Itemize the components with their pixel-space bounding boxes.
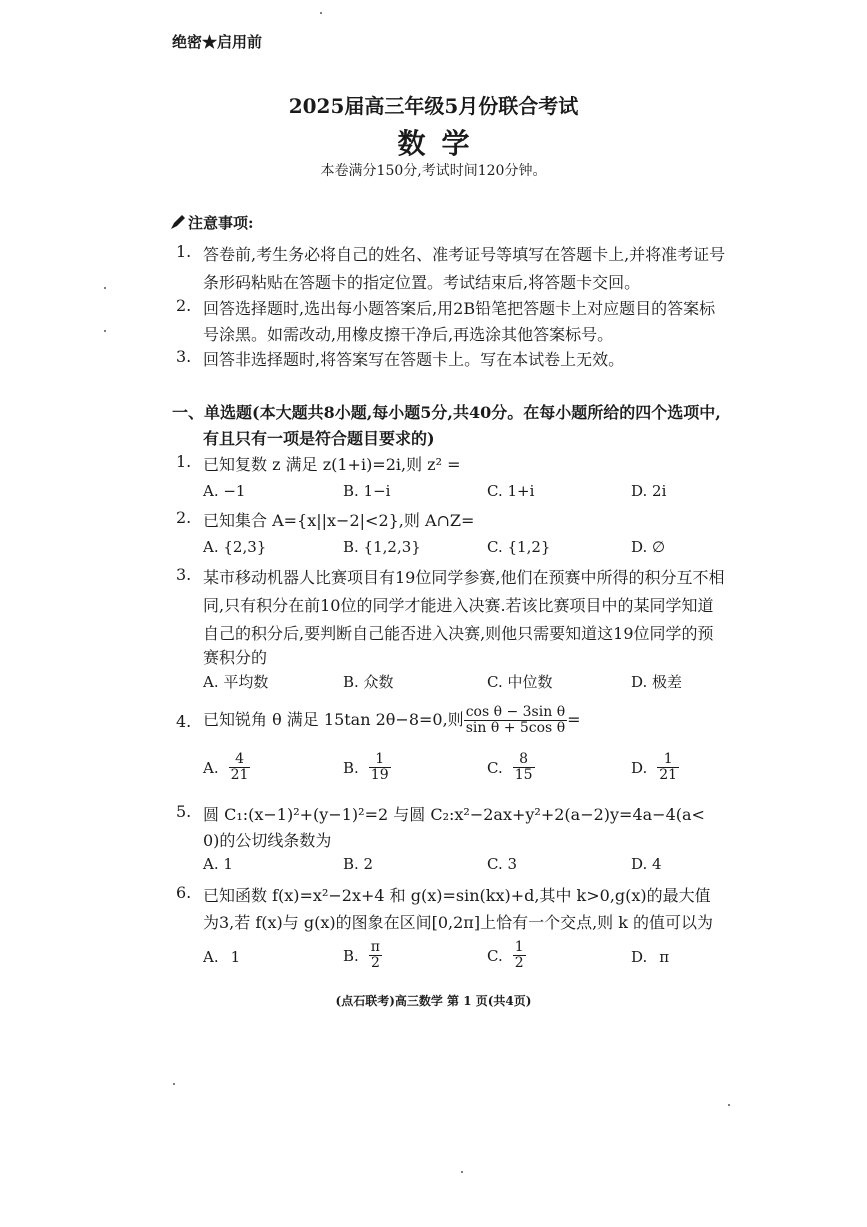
notice-1-line-1: 答卷前,考生务必将自己的姓名、准考证号等填写在答题卡上,并将准考证号 — [203, 245, 726, 264]
q5-option-d: D. 4 — [631, 855, 662, 873]
section-heading-line-2: 有且只有一项是符合题目要求的) — [203, 429, 435, 448]
q4-fraction-numerator: cos θ − 3sin θ — [465, 703, 566, 720]
q3-option-b: B. 众数 — [343, 673, 394, 691]
q4-num: 4. — [176, 712, 192, 731]
q5-num: 5. — [176, 802, 192, 821]
q2-option-c: C. {1,2} — [487, 538, 551, 556]
q4-option-d-den: 21 — [659, 767, 678, 784]
q3-line-4: 赛积分的 — [203, 648, 268, 667]
q2-option-b: B. {1,2,3} — [343, 538, 421, 556]
q3-option-d: D. 极差 — [631, 673, 683, 691]
q1-option-a: A. −1 — [203, 482, 246, 500]
q5-option-a: A. 1 — [203, 855, 233, 873]
exam-title: 2025届高三年级5月份联合考试 — [288, 94, 579, 118]
q4-option-b-label: B. — [343, 758, 359, 777]
notice-heading — [170, 212, 254, 233]
q4-option-b-num: 1 — [369, 752, 391, 768]
q6-line-2: 为3,若 f(x)与 g(x)的图象在区间[0,2π]上恰有一个交点,则 k 的值可以为 — [203, 913, 714, 932]
section-heading-line-1: 一、单选题(本大题共8小题,每小题5分,共40分。在每小题所给的四个选项中, — [172, 403, 721, 422]
q6-option-d — [631, 948, 669, 966]
q4-option-b-fraction — [369, 752, 391, 784]
q4-option-a-label: A. — [203, 758, 219, 777]
q4-option-a-fraction — [229, 752, 251, 784]
q6-option-d-value: π — [659, 948, 670, 966]
q2-option-a: A. {2,3} — [203, 538, 267, 556]
notice-3-num: 3. — [176, 347, 192, 366]
notice-1-line-2: 条形码粘贴在答题卡的指定位置。考试结束后,将答题卡交回。 — [203, 273, 641, 292]
notice-2-num: 2. — [176, 296, 192, 315]
q5-option-c: C. 3 — [487, 855, 518, 873]
q1-num: 1. — [176, 452, 192, 471]
q3-line-2: 同,只有积分在前10位的同学才能进入决赛.若该比赛项目中的某同学知道 — [203, 596, 714, 615]
q5-line-1: 圆 C₁:(x−1)²+(y−1)²=2 与圆 C₂:x²−2ax+y²+2(a−2)y=4a−4(a< — [203, 805, 705, 824]
q6-option-b — [343, 940, 382, 972]
scan-speck — [461, 1171, 463, 1173]
q6-option-c-num: 1 — [514, 939, 524, 955]
q2-option-d: D. ∅ — [631, 538, 666, 556]
q3-line-3: 自己的积分后,要判断自己能否进入决赛,则他只需要知道这19位同学的预 — [203, 624, 714, 643]
subject-title: 数学 — [397, 127, 486, 160]
q6-option-c-den: 2 — [514, 955, 524, 972]
q4-equals: = — [567, 710, 581, 729]
q4-option-d-label: D. — [631, 758, 648, 777]
q4-option-a-num: 4 — [229, 752, 251, 768]
q4-option-c-den: 15 — [514, 767, 533, 784]
q6-option-a — [203, 948, 240, 966]
q4-option-c-fraction — [513, 752, 535, 784]
notice-2-line-2: 号涂黑。如需改动,用橡皮擦干净后,再选涂其他答案标号。 — [203, 325, 614, 344]
q6-num: 6. — [176, 883, 192, 902]
q4-option-a — [203, 752, 250, 784]
q4-expression-fraction — [464, 705, 567, 737]
notice-heading-text: 注意事项: — [188, 214, 254, 232]
q3-option-c: C. 中位数 — [487, 673, 553, 691]
q6-option-a-label: A. — [203, 948, 219, 966]
q6-option-c-label: C. — [487, 946, 503, 965]
page-footer: (点石联考)高三数学 第 1 页(共4页) — [335, 994, 532, 1008]
q3-line-1: 某市移动机器人比赛项目有19位同学参赛,他们在预赛中所得的积分互不相 — [203, 568, 725, 587]
q6-option-c — [487, 940, 526, 972]
exam-meta: 本卷满分150分,考试时间120分钟。 — [320, 163, 547, 179]
scan-speck — [173, 1083, 175, 1085]
q6-option-a-value: 1 — [230, 948, 241, 966]
q2-num: 2. — [176, 508, 192, 527]
q4-option-c-num: 8 — [513, 752, 535, 768]
confidential-label: 绝密★启用前 — [172, 33, 263, 51]
q1-option-d: D. 2i — [631, 482, 667, 500]
notice-3-line-1: 回答非选择题时,将答案写在答题卡上。写在本试卷上无效。 — [203, 350, 625, 369]
q6-option-b-num: π — [370, 939, 380, 955]
q1-option-b: B. 1−i — [343, 482, 391, 500]
q4-option-d-num: 1 — [657, 752, 679, 768]
scan-speck — [320, 12, 322, 14]
q4-option-b-den: 19 — [370, 767, 389, 784]
q6-option-c-fraction — [513, 940, 526, 972]
q4-option-d — [631, 752, 679, 784]
q4-option-c-label: C. — [487, 758, 503, 777]
q4-fraction-denominator: sin θ + 5cos θ — [465, 720, 566, 736]
q6-option-d-label: D. — [631, 948, 648, 966]
q6-option-b-den: 2 — [370, 955, 380, 972]
q4-option-b — [343, 752, 391, 784]
q5-option-b: B. 2 — [343, 855, 374, 873]
q1-stem: 已知复数 z 满足 z(1+i)=2i,则 z² = — [203, 455, 461, 474]
q4-option-c — [487, 752, 535, 784]
q3-num: 3. — [176, 565, 192, 584]
pen-icon — [170, 214, 186, 230]
notice-1-num: 1. — [176, 242, 192, 261]
scan-speck — [728, 1104, 730, 1106]
notice-2-line-1: 回答选择题时,选出每小题答案后,用2B铅笔把答题卡上对应题目的答案标 — [203, 299, 716, 318]
scan-speck — [104, 287, 106, 289]
q5-line-2: 0)的公切线条数为 — [203, 831, 332, 850]
q6-option-b-fraction — [369, 940, 382, 972]
q4-stem — [203, 703, 581, 737]
q4-option-a-den: 21 — [230, 767, 249, 784]
q3-option-a: A. 平均数 — [203, 673, 269, 691]
q4-stem-text: 已知锐角 θ 满足 15tan 2θ−8=0,则 — [203, 710, 464, 729]
scan-speck — [104, 330, 106, 332]
q6-option-b-label: B. — [343, 946, 359, 965]
q6-line-1: 已知函数 f(x)=x²−2x+4 和 g(x)=sin(kx)+d,其中 k>0,g(x)的最大值 — [203, 886, 711, 905]
q2-stem: 已知集合 A={x||x−2|<2},则 A∩Z= — [203, 511, 475, 530]
q4-option-d-fraction — [657, 752, 679, 784]
q1-option-c: C. 1+i — [487, 482, 535, 500]
